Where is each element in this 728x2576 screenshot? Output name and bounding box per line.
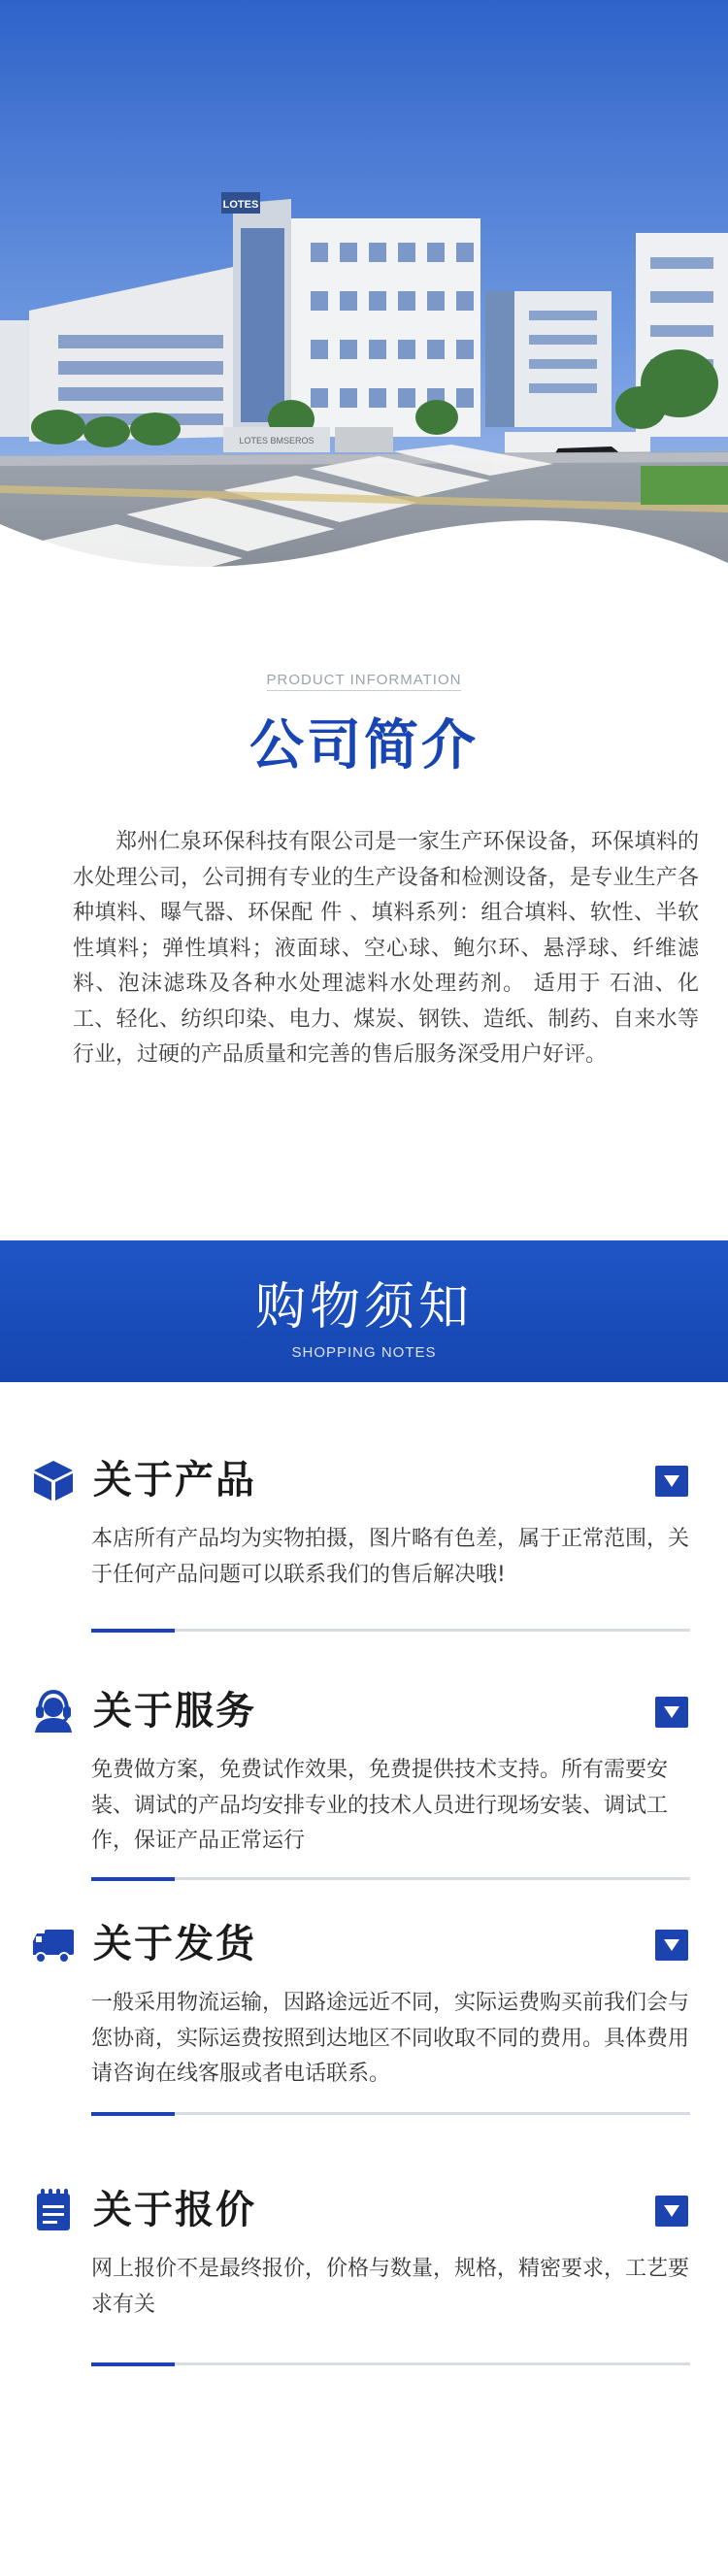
factory-photo bbox=[0, 0, 728, 626]
company-intro-header bbox=[0, 670, 728, 780]
section-title: 关于产品 bbox=[93, 1458, 256, 1503]
notepad-icon bbox=[31, 2188, 76, 2232]
section-divider bbox=[91, 1877, 690, 1880]
section-body: 网上报价不是最终报价，价格与数量，规格，精密要求，工艺要求有关 bbox=[91, 2257, 690, 2317]
section-product bbox=[0, 1458, 728, 1671]
intro-subtitle: PRODUCT INFORMATION bbox=[267, 672, 462, 691]
expand-toggle-button[interactable] bbox=[655, 1930, 688, 1961]
expand-toggle-button[interactable] bbox=[655, 1466, 688, 1497]
cube-icon bbox=[31, 1458, 76, 1503]
building-sign: LOTES bbox=[222, 199, 259, 211]
intro-title: 公司简介 bbox=[249, 714, 479, 777]
section-divider bbox=[91, 2112, 690, 2115]
intro-body: 郑州仁泉环保科技有限公司是一家生产环保设备，环保填料的水处理公司，公司拥有专业的生产设备和检测设备，是专业生产各种填料、曝气器、环保配 件 、填料系列：组合填料、软性、半软性填料；弹性填料；液面球、空心球、鲍尔环、悬浮球、纤维滤料、泡沫滤珠及各种水处理滤料水处理药剂。 适用于 石油、化工、轻化、纺织印染、电力、煤炭、钢铁、造纸、制药、自来水等行业，过硬的产品质量和完善的售后服务深受用户好评。 bbox=[73, 830, 699, 1067]
band-title: 购物须知 bbox=[254, 1278, 473, 1337]
triangle-down-icon bbox=[664, 2205, 679, 2217]
support-agent-icon bbox=[31, 1689, 76, 1734]
section-title: 关于发货 bbox=[93, 1922, 256, 1966]
section-title: 关于报价 bbox=[93, 2188, 256, 2232]
section-body: 本店所有产品均为实物拍摄，图片略有色差，属于正常范围，关于任何产品问题可以联系我们的售后解决哦! bbox=[91, 1527, 690, 1587]
expand-toggle-button[interactable] bbox=[655, 1697, 688, 1728]
section-quote bbox=[0, 2188, 728, 2401]
triangle-down-icon bbox=[664, 1706, 679, 1718]
section-divider bbox=[91, 2362, 690, 2365]
triangle-down-icon bbox=[664, 1939, 679, 1951]
section-shipping bbox=[0, 1922, 728, 2135]
gate-sign: LOTES BMSEROS bbox=[239, 436, 314, 446]
expand-toggle-button[interactable] bbox=[655, 2196, 688, 2227]
hero-banner bbox=[0, 0, 728, 626]
section-divider bbox=[91, 1629, 690, 1632]
section-body: 免费做方案，免费试作效果，免费提供技术支持。所有需要安装、调试的产品均安排专业的技术人员进行现场安装、调试工作，保证产品正常运行 bbox=[91, 1758, 669, 1853]
triangle-down-icon bbox=[664, 1475, 679, 1487]
band-subtitle: SHOPPING NOTES bbox=[291, 1344, 437, 1361]
section-title: 关于服务 bbox=[93, 1689, 256, 1734]
truck-icon bbox=[27, 1922, 80, 1966]
section-service bbox=[0, 1689, 728, 1902]
section-body: 一般采用物流运输，因路途远近不同，实际运费购买前我们会与您协商，实际运费按照到达地区不同收取不同的费用。具体费用请咨询在线客服或者电话联系。 bbox=[91, 1991, 690, 2086]
shopping-notes-banner bbox=[0, 1240, 728, 1382]
